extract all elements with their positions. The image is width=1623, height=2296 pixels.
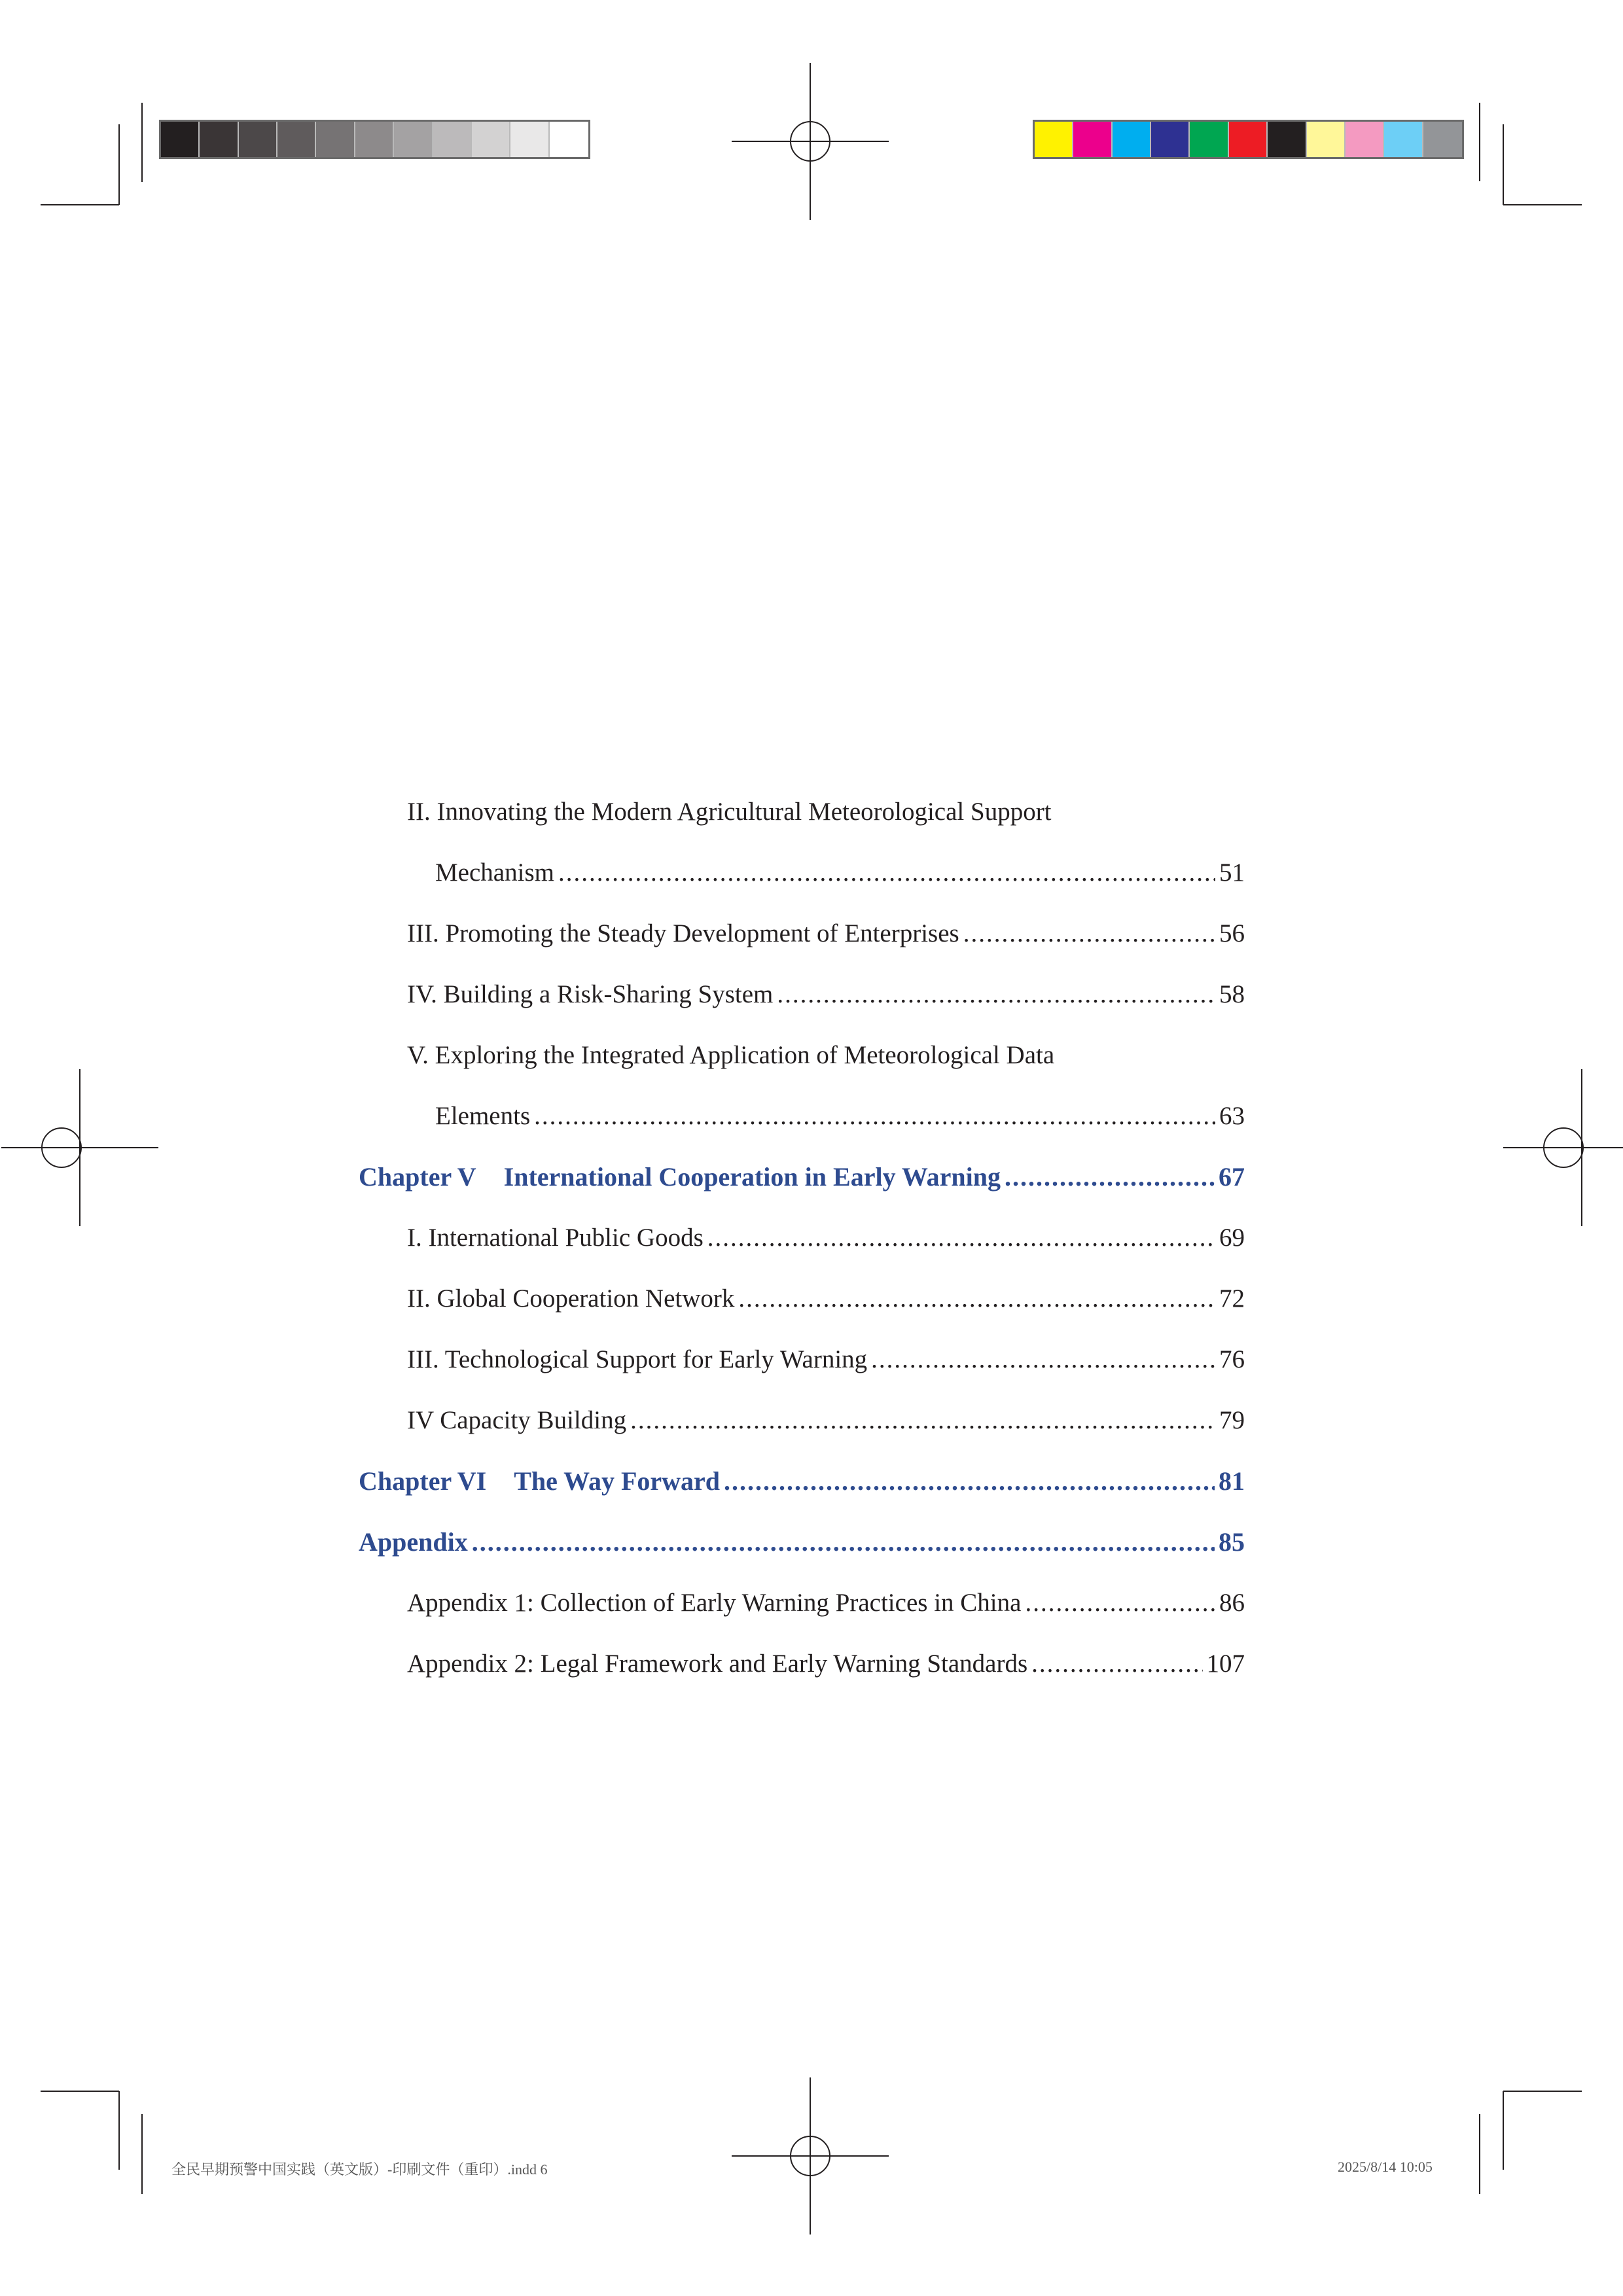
toc-entry-title — [407, 1590, 1021, 1616]
toc-entry-title — [407, 981, 773, 1007]
toc-section-entry — [359, 1207, 1245, 1268]
toc-entry-title — [407, 1347, 867, 1372]
color-swatch — [355, 122, 394, 157]
toc-entry-text: Appendix — [359, 1527, 468, 1557]
toc-entry-title — [359, 1161, 1001, 1192]
toc-leader-dots — [1031, 1651, 1202, 1676]
toc-leader-dots — [871, 1347, 1215, 1372]
toc-entry-title — [435, 1103, 530, 1129]
crop-mark — [41, 2091, 119, 2092]
toc-page-number: 51 — [1219, 858, 1245, 887]
color-swatch — [433, 122, 472, 157]
color-swatch — [1384, 122, 1423, 157]
color-swatch — [1151, 122, 1190, 157]
color-swatch — [1307, 122, 1346, 157]
toc-entry-title — [407, 921, 959, 946]
toc-section-entry — [359, 1572, 1245, 1633]
toc-entry-title — [407, 1651, 1027, 1676]
crop-mark — [1503, 2091, 1582, 2092]
toc-entry-text: The Way Forward — [514, 1466, 721, 1496]
color-swatch — [472, 122, 510, 157]
toc-entry-text: III. Technological Support for Early Warning — [407, 1345, 868, 1373]
crop-mark — [1479, 103, 1480, 181]
toc-leader-dots — [1025, 1590, 1215, 1616]
color-swatch — [1346, 122, 1384, 157]
toc-page-number: 81 — [1219, 1466, 1245, 1496]
toc-page-number: 69 — [1219, 1224, 1245, 1252]
toc-chapter-entry — [359, 1511, 1245, 1572]
color-swatch — [239, 122, 277, 157]
color-swatch — [394, 122, 433, 157]
toc-leader-dots — [630, 1407, 1215, 1433]
toc-page-number: 63 — [1219, 1102, 1245, 1130]
process-color-bar — [1033, 120, 1464, 159]
toc-chapter-entry — [359, 1146, 1245, 1207]
toc-page-number: 58 — [1219, 980, 1245, 1008]
toc-section-entry — [359, 1633, 1245, 1694]
slug-date: 2025/8/14 10:05 — [1338, 2159, 1433, 2175]
color-swatch — [200, 122, 238, 157]
toc-entry-title — [407, 1407, 626, 1433]
toc-leader-dots — [724, 1468, 1215, 1494]
toc-section-entry — [359, 781, 1245, 842]
toc-leader-dots — [777, 981, 1215, 1007]
toc-section-entry — [359, 1268, 1245, 1329]
toc-section-entry — [359, 1086, 1245, 1146]
crop-mark — [41, 204, 119, 205]
toc-page-number: 86 — [1219, 1589, 1245, 1617]
crop-mark — [141, 181, 143, 182]
color-swatch — [510, 122, 549, 157]
toc-entry-text: V. Exploring the Integrated Application of Meteorological Data — [407, 1041, 1055, 1069]
toc-entry-title — [407, 1286, 734, 1311]
toc-leader-dots — [707, 1225, 1215, 1250]
slug-file-name: 全民早期预警中国实践（英文版）-印刷文件（重印）.indd 6 — [171, 2161, 548, 2178]
toc-entry-text: II. Global Cooperation Network — [407, 1284, 735, 1313]
toc-entry-text: Appendix 1: Collection of Early Warning Practices in China — [407, 1589, 1022, 1617]
toc-entry-title — [407, 1042, 1054, 1068]
crop-mark — [141, 2114, 143, 2194]
crop-mark — [1503, 124, 1504, 205]
toc-leader-dots — [963, 921, 1215, 946]
registration-mark-right — [1503, 1069, 1621, 1226]
toc-page-number: 56 — [1219, 919, 1245, 947]
toc-page-number: 107 — [1206, 1650, 1245, 1678]
color-swatch — [550, 122, 588, 157]
toc-leader-dots — [558, 860, 1215, 885]
color-swatch — [1113, 122, 1151, 157]
toc-entry-text: IV. Building a Risk-Sharing System — [407, 980, 774, 1008]
color-swatch — [1423, 122, 1462, 157]
toc-chapter-entry — [359, 1451, 1245, 1511]
color-swatch — [316, 122, 355, 157]
toc-page-number: 85 — [1219, 1527, 1245, 1557]
color-swatch — [1073, 122, 1112, 157]
toc-entry-title — [407, 1225, 704, 1250]
toc-leader-dots — [472, 1529, 1215, 1555]
toc-entry-text: I. International Public Goods — [407, 1224, 704, 1252]
toc-entry-title — [435, 860, 554, 885]
toc-entry-text: II. Innovating the Modern Agricultural Meteorological Support — [407, 798, 1052, 826]
registration-mark-bottom — [732, 2077, 889, 2234]
toc-entry-text: IV Capacity Building — [407, 1406, 627, 1434]
toc-page-number: 67 — [1219, 1161, 1245, 1192]
toc-leader-dots — [1005, 1164, 1215, 1190]
toc-page-number: 72 — [1219, 1284, 1245, 1313]
color-swatch — [1229, 122, 1268, 157]
crop-mark — [118, 124, 120, 205]
toc-section-entry — [359, 903, 1245, 964]
toc-entry-title — [407, 799, 1052, 824]
toc-entry-title — [359, 1529, 468, 1555]
color-swatch — [161, 122, 200, 157]
color-swatch — [1268, 122, 1306, 157]
color-swatch — [1190, 122, 1228, 157]
toc-entry-text: Elements — [435, 1102, 531, 1130]
registration-mark-top — [732, 63, 889, 220]
toc-section-entry — [359, 1329, 1245, 1390]
color-swatch — [1035, 122, 1073, 157]
toc-chapter-number: Chapter VI — [359, 1466, 487, 1496]
toc-page-number: 76 — [1219, 1345, 1245, 1373]
registration-mark-left — [1, 1069, 119, 1226]
toc-entry-text: III. Promoting the Steady Development of Enterprises — [407, 919, 959, 947]
toc-entry-text: Appendix 2: Legal Framework and Early Warning Standards — [407, 1650, 1028, 1678]
toc-entry-text: Mechanism — [435, 858, 554, 887]
toc-section-entry — [359, 1390, 1245, 1451]
crop-mark — [1479, 2114, 1480, 2194]
toc-chapter-number: Chapter V — [359, 1161, 476, 1192]
toc-entry-text: International Cooperation in Early Warning — [503, 1161, 1001, 1192]
toc-entry-title — [359, 1468, 720, 1494]
crop-mark — [118, 2091, 120, 2170]
color-swatch — [277, 122, 316, 157]
grayscale-color-bar — [159, 120, 590, 159]
crop-mark — [1503, 204, 1582, 205]
toc-section-entry — [359, 1025, 1245, 1086]
table-of-contents — [359, 781, 1245, 1694]
crop-mark — [141, 103, 143, 181]
toc-leader-dots — [738, 1286, 1215, 1311]
crop-mark — [1503, 2091, 1504, 2170]
toc-page-number: 79 — [1219, 1406, 1245, 1434]
toc-section-entry — [359, 842, 1245, 903]
toc-section-entry — [359, 964, 1245, 1025]
toc-leader-dots — [534, 1103, 1215, 1129]
